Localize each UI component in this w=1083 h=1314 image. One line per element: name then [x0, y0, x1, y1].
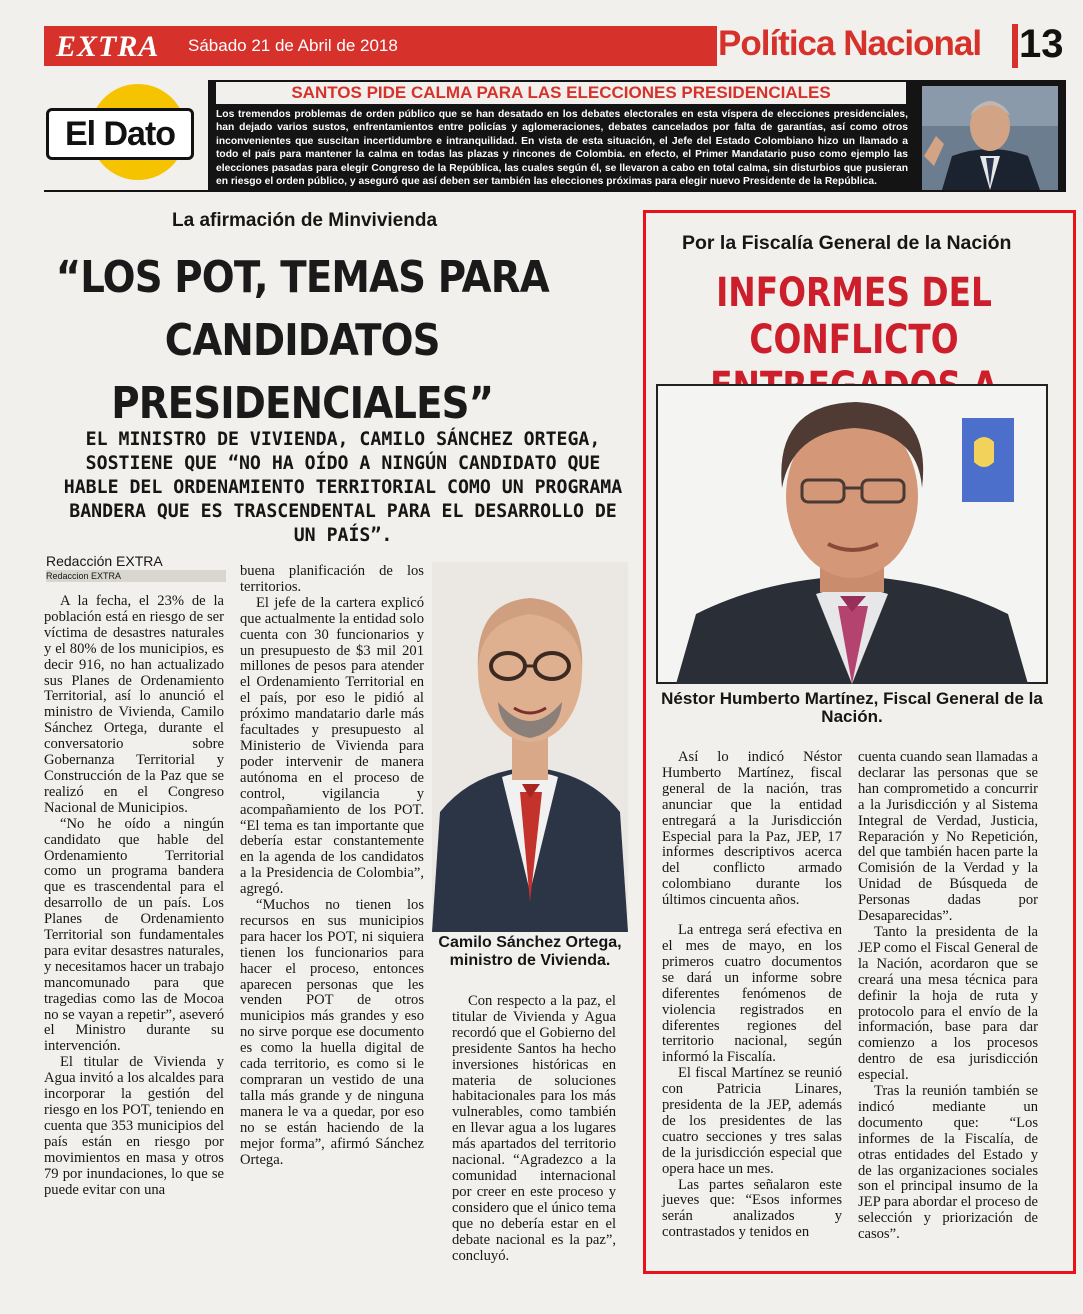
- el-dato-headline: SANTOS PIDE CALMA PARA LAS ELECCIONES PRESIDENCIALES: [291, 83, 831, 102]
- paragraph: Tras la reunión también se indicó mediante un documento que: “Los informes de la Fiscalía, de otras entidades del Estado y de las organizaciones sociales son el principal insumo de la JEP para abordar el proceso de selección y priorización de casos”.: [858, 1083, 1038, 1243]
- paragraph: Las partes señalaron este jueves que: “Esos informes serán analizados y contrastados y tenidos en: [662, 1176, 842, 1241]
- paragraph: buena planificación de los territorios.: [240, 563, 424, 595]
- left-story-deck: EL MINISTRO DE VIVIENDA, CAMILO SÁNCHEZ ORTEGA, SOSTIENE QUE “NO HA OÍDO A NINGÚN CANDIDATO QUE HABLE DEL ORDENAMIENTO TERRITORIAL COMO UN PROGRAMA BANDERA QUE ES TRASCENDENTAL PARA EL DESARROLLO DE UN PAÍS”.: [63, 429, 623, 546]
- paragraph: cuenta cuando sean llamadas a declarar las personas que se han comprometido a concurrir a la Jurisdicción y al Sistema Integral de Verdad, Justicia, Reparación y No Repetición, del que también hacen parte la Comisión de la Verdad y la Unidad de Búsqueda de Personas dadas por Desaparecidas”.: [858, 749, 1038, 925]
- left-story-kicker: La afirmación de Minvivienda: [172, 210, 438, 231]
- santos-photo: [922, 86, 1058, 190]
- paragraph: El jefe de la cartera explicó que actualmente la entidad solo cuenta con 30 funcionarios y un presupuesto de $3 mil 201 millones de pesos para atender el Ordenamiento Territorial en el país, por eso le pidió al próximo mandatario darle más facultades y presupuesto al Ministerio de Vivienda para poder intervenir de manera autónoma en el proceso de control, vigilancia y acompañamiento de los POT. “El tema es tan importante que debería estar constantemente en la agenda de los candidatos a la Presidencia de Colombia”, agregó.: [240, 594, 424, 898]
- paragraph: Así lo indicó Néstor Humberto Martínez, fiscal general de la nación, tras anunciar que la entidad entregará a la Jurisdicción Especial para la Paz, JEP, 17 informes descriptivos acerca del conflicto armado colombiano durante los últimos cincuenta años.: [662, 749, 842, 909]
- section-title: Política Nacional: [718, 24, 982, 63]
- right-story-column-1: [662, 750, 842, 1241]
- paragraph-gap: [662, 909, 842, 923]
- left-story-column-2: [240, 564, 424, 1168]
- page-number: 13: [1019, 22, 1064, 66]
- right-story-headline: INFORMES DEL CONFLICTO: [716, 270, 992, 363]
- byline: Redacción EXTRA: [46, 553, 163, 569]
- paragraph: “No he oído a ningún candidato que hable del Ordenamiento Territorial como un programa bandera que es trascendental para el desarrollo de un país. Los Planes de Ordenamiento Territorial son fundamentales para evitar desastres naturales, y necesitamos hacer un trabajo mancomunado para que tragedias como las de Mocoa no se vayan a repetir”, aseveró el Ministro durante su intervención.: [44, 815, 224, 1055]
- paragraph: La entrega será efectiva en el mes de mayo, en los primeros cuatro documentos se dará un informe sobre diferentes fenómenos de violencia registrados en diferentes regiones del territorio nacional, según informó la Fiscalía.: [662, 922, 842, 1066]
- paragraph: Tanto la presidenta de la JEP como el Fiscal General de la Nación, acordaron que se creará una mesa técnica para definir la hoja de ruta y protocolo para el envío de la información, base para dar comienzo a los procesos dentro de esa jurisdicción especial.: [858, 923, 1038, 1084]
- paragraph: “Muchos no tienen los recursos en sus municipios para hacer los POT, ni siquiera tienen los funcionarios para hacer el proceso, entonces aparecen personas que les venden POT de otros municipios más grandes y eso no sirve porque ese documento es como la huella digital de cada territorio, es como si le compraran un vestido de una talla más grande y de ninguna manera le va a quedar, por eso no se están haciendo de la mejor forma”, afirmó Sánchez Ortega.: [240, 897, 424, 1168]
- left-story-column-3: [452, 994, 616, 1264]
- right-story-column-2: [858, 750, 1038, 1243]
- camilo-photo-caption: Camilo Sánchez Ortega, ministro de Vivienda.: [438, 934, 622, 969]
- left-story-headline: “LOS POT, TEMAS PARA CANDIDATOS PRESIDENCIALES”: [55, 252, 549, 429]
- right-story-kicker: Por la Fiscalía General de la Nación: [682, 232, 1012, 254]
- left-story-column-1: [44, 594, 224, 1198]
- nestor-martinez-photo: [656, 384, 1048, 684]
- el-dato-badge: El Dato: [46, 108, 194, 160]
- camilo-sanchez-photo: [432, 562, 628, 932]
- paragraph: A la fecha, el 23% de la población está en riesgo de ser víctima de desastres naturales y el 80% de los municipios, es decir 916, no han actualizado sus Planes de Ordenamiento Territorial, así lo anunció el ministro de Vivienda, Camilo Sánchez Ortega, durante el conversatorio sobre Gobernanza Territorial y Construcción de la Paz que se realizó en el Congreso Nacional de Municipios.: [44, 593, 224, 816]
- byline-credit: Redaccion EXTRA: [46, 570, 226, 582]
- nestor-photo-caption: Néstor Humberto Martínez, Fiscal General de la Nación.: [661, 689, 1043, 726]
- newspaper-logo: EXTRA: [56, 30, 160, 63]
- issue-date: Sábado 21 de Abril de 2018: [188, 36, 398, 55]
- el-dato-text: Los tremendos problemas de orden público que se han desatado en los debates electorales en esta víspera de elecciones presidenciales, han dejado varios sustos, enfrentamientos entre policías y aglomeraciones, debates cancelados por falta de garantías, así como otros inconvenientes que suscitan incertidumbre e intranquilidad. En vista de esta situación, el Jefe del Estado Colombiano hizo un llamado a todo el país para mantener la calma en todas las plazas y rincones de Colombia. en efecto, el Primer Mandatario puso como ejemplo las elecciones pasadas para elegir Congreso de la República, las cuales según él, se llevaron a cabo en total calma, sin disturbios que pusieran en riesgo el orden público, y aseguró que así deben ser también las elecciones próximas para elegir nuevo Presidente de la República.: [216, 109, 908, 188]
- paragraph: El fiscal Martínez se reunió con Patricia Linares, presidenta de la JEP, además de los presidentes de las cuatro secciones y tres salas de la jurisdicción especial que opera hace un mes.: [662, 1065, 842, 1177]
- paragraph: El titular de Vivienda y Agua invitó a los alcaldes para incorporar la gestión del riesgo en los POT, teniendo en cuenta que 353 municipios del país están en riesgo por movimientos en masa y otros 79 por inundaciones, lo que se puede evitar con una: [44, 1054, 224, 1198]
- paragraph: Con respecto a la paz, el titular de Vivienda y Agua recordó que el Gobierno del presidente Santos ha hecho inversiones históricas en materia de soluciones habitacionales para los más vulnerables, como también en llevar agua a los lugares más apartados del territorio nacional. “Agradezco a la comunidad internacional por creer en este proceso y considero que el único tema que no debería estar en el debate nacional es la paz”, concluyó.: [452, 993, 616, 1264]
